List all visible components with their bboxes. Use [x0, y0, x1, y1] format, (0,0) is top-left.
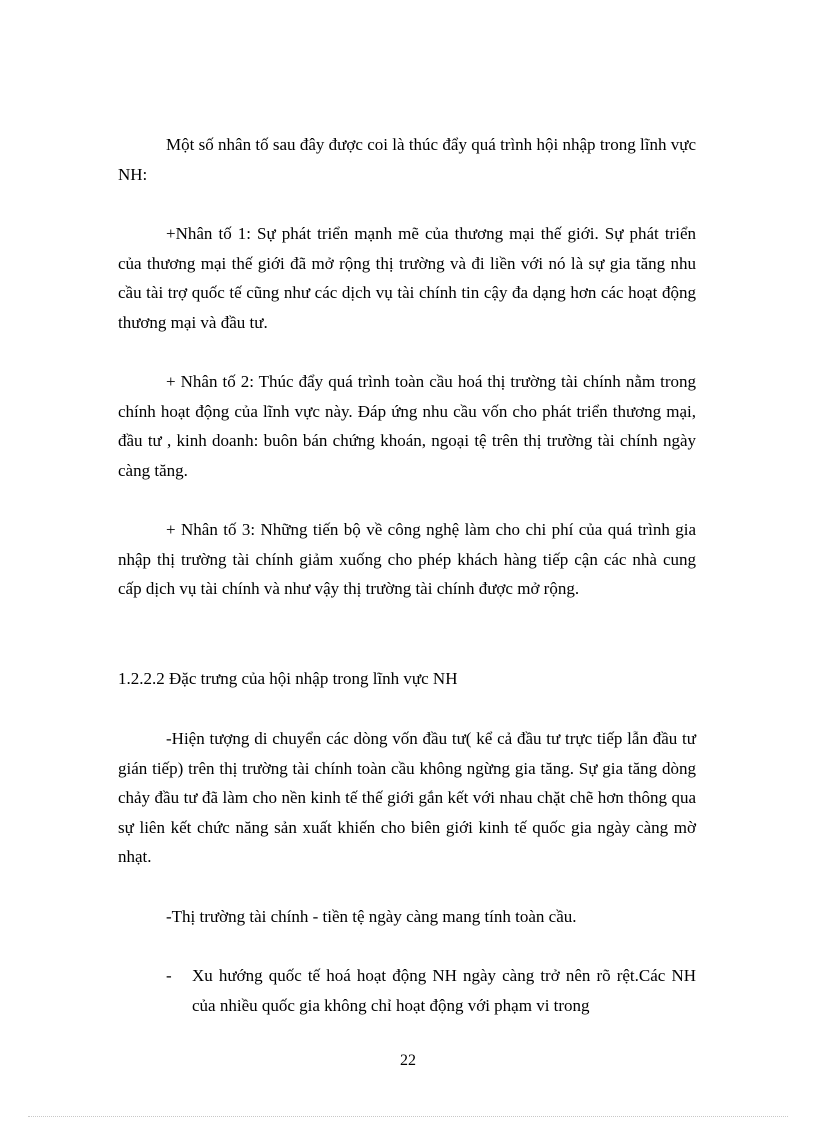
bullet-text: Xu hướng quốc tế hoá hoạt động NH ngày càng trở nên rõ rệt.Các NH của nhiều quốc gia không chỉ hoạt động với phạm vi trong — [192, 966, 696, 1015]
bullet-dash: - — [166, 966, 172, 985]
paragraph-factor-3: + Nhân tố 3: Những tiến bộ về công nghệ làm cho chi phí của quá trình gia nhập thị trường tài chính giảm xuống cho phép khách hàng tiếp cận các nhà cung cấp dịch vụ tài chính và như vậy thị trường tài chính được mở rộng. — [118, 520, 696, 598]
paragraph-intro: Một số nhân tố sau đây được coi là thúc đẩy quá trình hội nhập trong lĩnh vực NH: — [118, 135, 696, 184]
page-number: 22 — [400, 1052, 416, 1069]
section-heading: 1.2.2.2 Đặc trưng của hội nhập trong lĩnh vực NH — [118, 669, 458, 688]
bullet-item — [166, 961, 696, 1020]
paragraph-factor-2: + Nhân tố 2: Thúc đẩy quá trình toàn cầu hoá thị trường tài chính nằm trong chính hoạt động của lĩnh vực này. Đáp ứng nhu cầu vốn cho phát triển thương mại, đầu tư , kinh doanh: buôn bán chứng khoán, ngoại tệ trên thị trường tài chính ngày càng tăng. — [118, 372, 696, 480]
page-bottom-rule — [28, 1116, 788, 1117]
paragraph-capital-flows: -Hiện tượng di chuyển các dòng vốn đầu tư( kể cả đầu tư trực tiếp lẫn đầu tư gián tiếp) trên thị trường tài chính toàn cầu không ngừng gia tăng. Sự gia tăng dòng chảy đầu tư đã làm cho nền kinh tế thế giới gắn kết với nhau chặt chẽ hơn thông qua sự liên kết chức năng sản xuất khiến cho biên giới kinh tế quốc gia ngày càng mờ nhạt. — [118, 729, 696, 866]
paragraph-factor-1: +Nhân tố 1: Sự phát triển mạnh mẽ của thương mại thế giới. Sự phát triển của thương mại thế giới đã mở rộng thị trường và đi liền với nó là sự gia tăng nhu cầu tài trợ quốc tế cũng như các dịch vụ tài chính tin cậy đa dạng hơn các hoạt động thương mại và đầu tư. — [118, 224, 696, 332]
paragraph-global-market: -Thị trường tài chính - tiền tệ ngày càng mang tính toàn cầu. — [166, 907, 577, 926]
